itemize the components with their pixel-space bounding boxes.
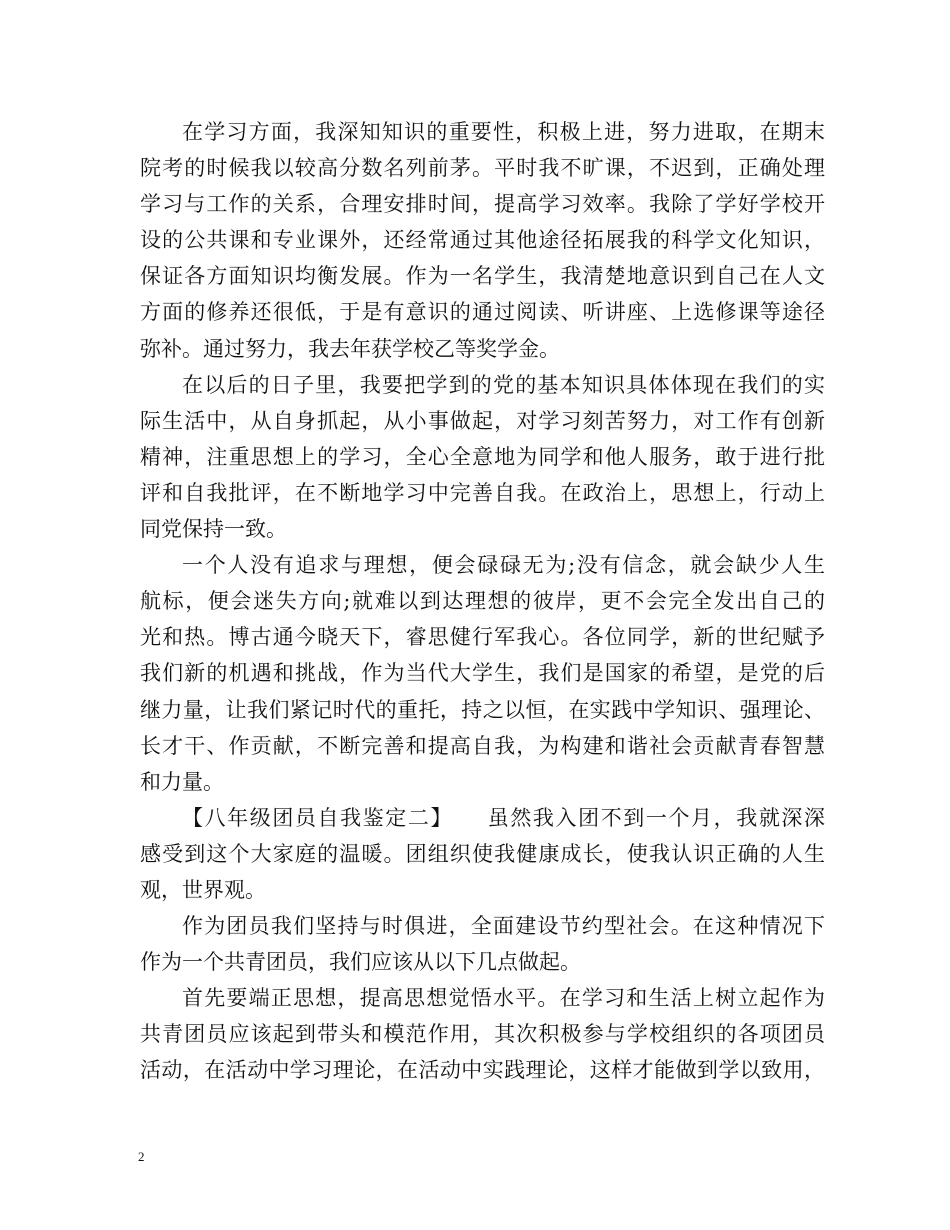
text-line: 评和自我批评，在不断地学习中完善自我。在政治上，思想上，行动上: [140, 480, 825, 505]
paragraph: [140, 547, 825, 800]
text-line: 我们新的机遇和挑战，作为当代大学生，我们是国家的希望，是党的后: [140, 661, 825, 686]
text-line: 弥补。通过努力，我去年获学校乙等奖学金。: [140, 336, 560, 361]
text-line: 活动，在活动中学习理论，在活动中实践理论，这样才能做到学以致用，: [140, 1058, 825, 1083]
document-body: [140, 114, 825, 1089]
text-line: 保证各方面知识均衡发展。作为一名学生，我清楚地意识到自己在人文: [140, 264, 825, 289]
text-line: 首先要端正思想，提高思想觉悟水平。在学习和生活上树立起作为: [182, 986, 825, 1011]
text-line: 在以后的日子里，我要把学到的党的基本知识具体体现在我们的实: [182, 372, 825, 397]
text-line: 长才干、作贡献，不断完善和提高自我，为构建和谐社会贡献青春智慧: [140, 733, 825, 758]
text-line: 共青团员应该起到带头和模范作用，其次积极参与学校组织的各项团员: [140, 1022, 825, 1047]
text-line: 在学习方面，我深知知识的重要性，积极上进，努力进取，在期末: [182, 120, 825, 144]
text-line: 院考的时候我以较高分数名列前茅。平时我不旷课，不迟到，正确处理: [140, 156, 825, 181]
text-line: 作为一个共青团员，我们应该从以下几点做起。: [140, 950, 581, 975]
paragraph: [140, 367, 825, 547]
text-line: 观，世界观。: [140, 877, 266, 902]
text-line: 同党保持一致。: [140, 517, 287, 542]
paragraph: [140, 908, 825, 980]
text-line: 作为团员我们坚持与时俱进，全面建设节约型社会。在这种情况下: [182, 914, 825, 939]
text-line: 感受到这个大家庭的温暖。团组织使我健康成长，使我认识正确的人生: [140, 841, 825, 866]
text-line: 光和热。博古通今晓天下，睿思健行军我心。各位同学，新的世纪赋予: [140, 625, 825, 650]
text-line: 学习与工作的关系，合理安排时间，提高学习效率。我除了学好学校开: [140, 192, 825, 217]
text-line: 方面的修养还很低，于是有意识的通过阅读、听讲座、上选修课等途径: [140, 300, 825, 325]
page-number: 2: [138, 1149, 145, 1164]
text-line: 际生活中，从自身抓起，从小事做起，对学习刻苦努力，对工作有创新: [140, 408, 825, 433]
text-line: 继力量，让我们紧记时代的重托，持之以恒，在实践中学知识、强理论、: [140, 697, 825, 722]
text-line: 和力量。: [140, 769, 224, 794]
text-line: 一个人没有追求与理想，便会碌碌无为;没有信念，就会缺少人生: [182, 553, 825, 578]
text-line: 航标，便会迷失方向;就难以到达理想的彼岸，更不会完全发出自己的: [140, 589, 825, 614]
paragraph: [140, 800, 825, 908]
text-line: 精神，注重思想上的学习，全心全意地为同学和他人服务，敢于进行批: [140, 444, 825, 469]
paragraph: [140, 980, 825, 1088]
text-line: 设的公共课和专业课外，还经常通过其他途径拓展我的科学文化知识，: [140, 228, 825, 253]
paragraph: [140, 114, 825, 367]
text-line: 【八年级团员自我鉴定二】 虽然我入团不到一个月，我就深深: [182, 805, 825, 830]
